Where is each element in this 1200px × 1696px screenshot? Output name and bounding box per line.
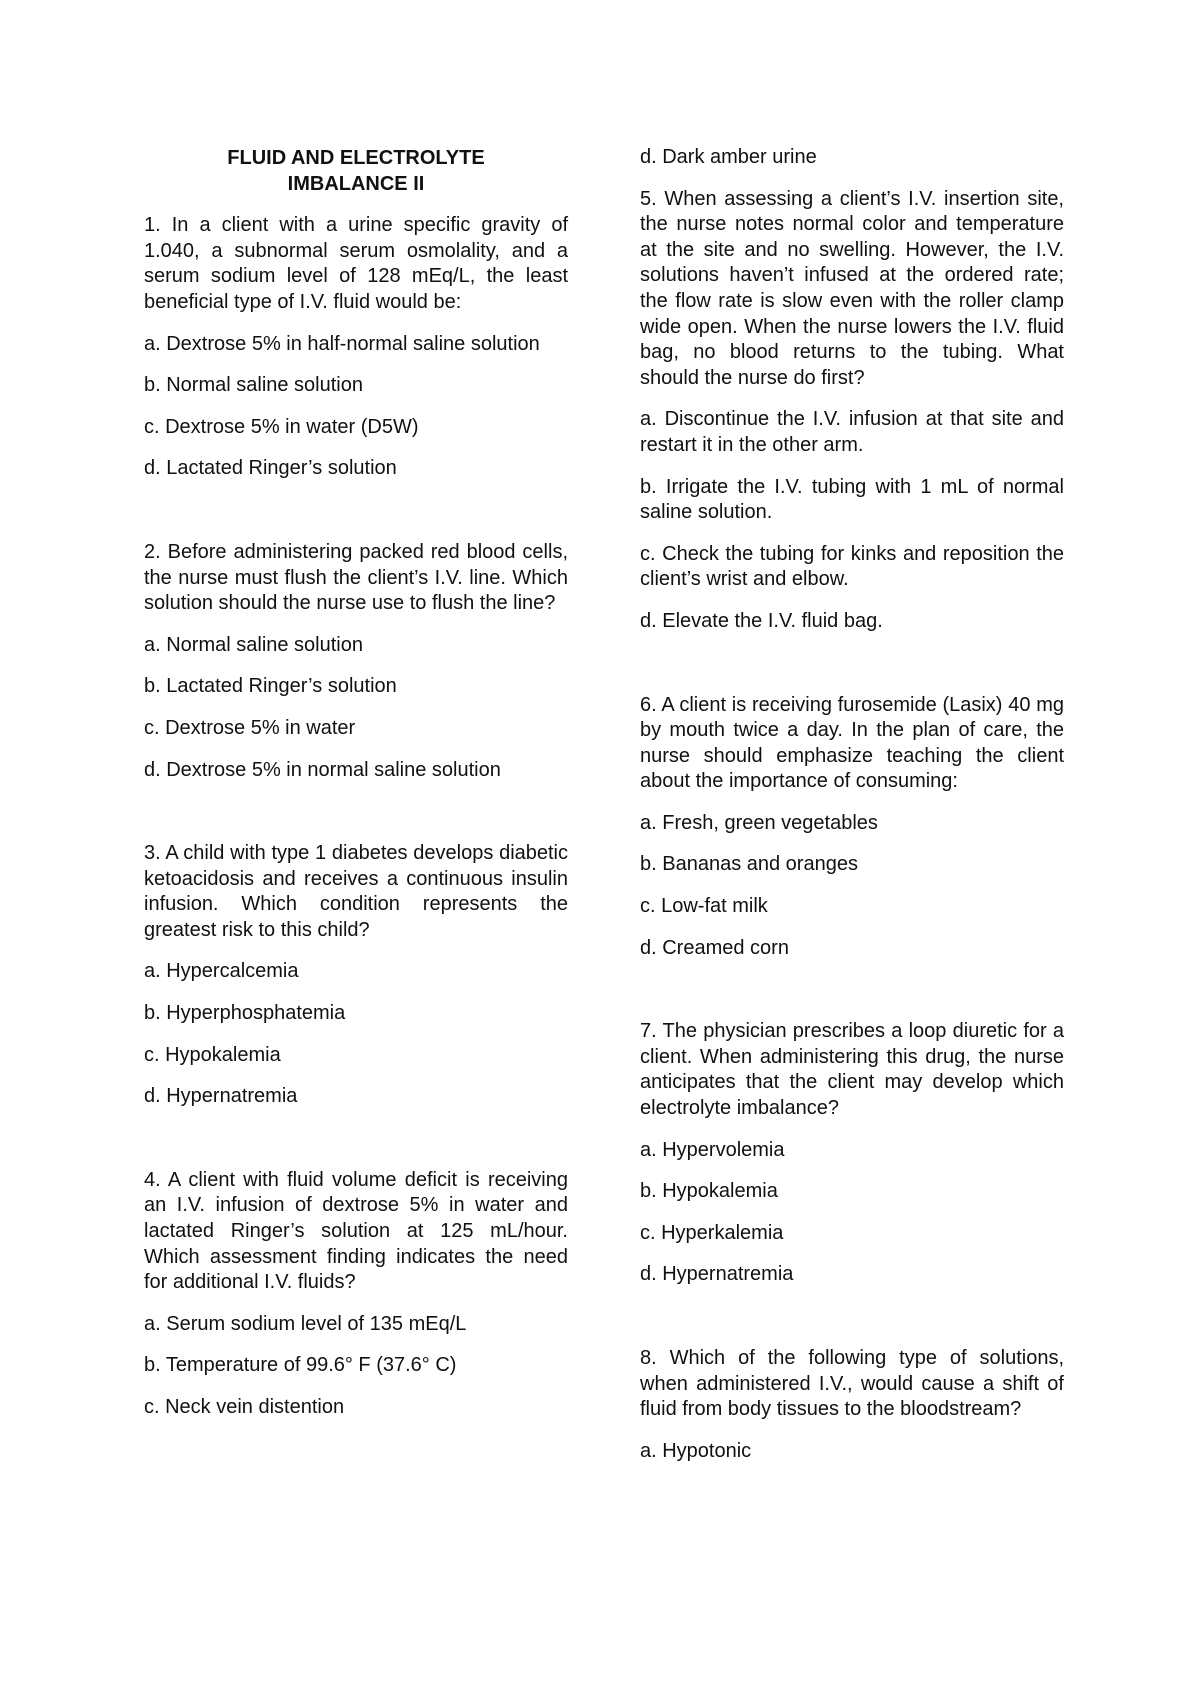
option-a: a. Normal saline solution: [144, 633, 363, 656]
option-a: a. Hypercalcemia: [144, 960, 299, 983]
option-b: b. Normal saline solution: [144, 374, 363, 397]
option-a: a. Fresh, green vegetables: [640, 811, 878, 834]
question-4: [144, 1168, 568, 1421]
option-c: c. Neck vein distention: [144, 1396, 345, 1418]
option-b: b. Hypokalemia: [640, 1180, 778, 1203]
question-5: [640, 187, 1064, 635]
question-2: [144, 540, 568, 783]
option-c: c. Low-fat milk: [640, 895, 768, 918]
option-d: d. Dextrose 5% in normal saline solution: [144, 758, 501, 781]
option-b: b. Temperature of 99.6° F (37.6° C): [144, 1354, 457, 1377]
option-d: d. Elevate the I.V. fluid bag.: [640, 609, 883, 632]
option-d: d. Hypernatremia: [144, 1085, 298, 1108]
option-c: c. Hypokalemia: [144, 1043, 281, 1066]
question-3: [144, 841, 568, 1110]
option-c: c. Dextrose 5% in water: [144, 716, 356, 739]
option-a: a. Discontinue the I.V. infusion at that site and restart it in the other arm.: [640, 408, 1064, 456]
question-text: 4. A client with fluid volume deficit is receiving an I.V. infusion of dextrose 5% in water and lactated Ringer’s solution at 125 mL/hour. Which assessment finding indicates the need for additional I.V. fluids?: [144, 1168, 568, 1294]
option-d: d. Lactated Ringer’s solution: [144, 457, 397, 480]
title-line-1: FLUID AND ELECTROLYTE: [227, 147, 485, 169]
option-c: c. Check the tubing for kinks and reposition the client’s wrist and elbow.: [640, 542, 1064, 591]
question-text: 8. Which of the following type of solutions, when administered I.V., would cause a shift of fluid from body tissues to the bloodstream?: [640, 1347, 1064, 1421]
option-a: a. Hypervolemia: [640, 1138, 785, 1161]
question-text: 2. Before administering packed red blood cells, the nurse must flush the client’s I.V. line. Which solution should the nurse use to flush the line?: [144, 540, 568, 615]
question-text: 1. In a client with a urine specific gravity of 1.040, a subnormal serum osmolality, and a serum sodium level of 128 mEq/L, the least beneficial type of I.V. fluid would be:: [144, 214, 568, 313]
title-line-2: IMBALANCE II: [287, 172, 425, 195]
option-c: c. Hyperkalemia: [640, 1221, 784, 1244]
right-column: [640, 145, 1064, 1480]
question-text: 6. A client is receiving furosemide (Lasix) 40 mg by mouth twice a day. In the plan of care, the nurse should emphasize teaching the client about the importance of consuming:: [640, 693, 1064, 793]
document-title: [144, 146, 568, 197]
question-6: [640, 693, 1064, 962]
option-a: a. Dextrose 5% in half-normal saline solution: [144, 332, 540, 355]
question-text: 3. A child with type 1 diabetes develops diabetic ketoacidosis and receives a continuous insulin infusion. Which condition represents the greatest risk to this child?: [144, 842, 568, 941]
option-b: b. Irrigate the I.V. tubing with 1 mL of normal saline solution.: [640, 475, 1064, 524]
option-a: a. Hypotonic: [640, 1439, 752, 1462]
question-text: 5. When assessing a client’s I.V. insertion site, the nurse notes normal color and temperature at the site and no swelling. However, the I.V. solutions haven’t infused at the ordered rate; the flow rate is slow even with the roller clamp wide open. When the nurse lowers the I.V. fluid bag, no blood returns to the tubing. What should the nurse do first?: [640, 187, 1064, 389]
question-1: [144, 213, 568, 482]
question-7: [640, 1019, 1064, 1288]
option-a: a. Serum sodium level of 135 mEq/L: [144, 1312, 467, 1335]
option-b: b. Bananas and oranges: [640, 853, 858, 876]
option-c: c. Dextrose 5% in water (D5W): [144, 415, 419, 438]
option-b: b. Hyperphosphatemia: [144, 1002, 346, 1025]
option-d: d. Dark amber urine: [640, 146, 817, 168]
option-d: d. Creamed corn: [640, 936, 789, 959]
option-b: b. Lactated Ringer’s solution: [144, 675, 397, 698]
question-text: 7. The physician prescribes a loop diuretic for a client. When administering this drug, the nurse anticipates that the client may develop which electrolyte imbalance?: [640, 1020, 1064, 1120]
option-d: d. Hypernatremia: [640, 1263, 794, 1286]
question-8: [640, 1346, 1064, 1464]
left-column: [144, 146, 568, 1437]
